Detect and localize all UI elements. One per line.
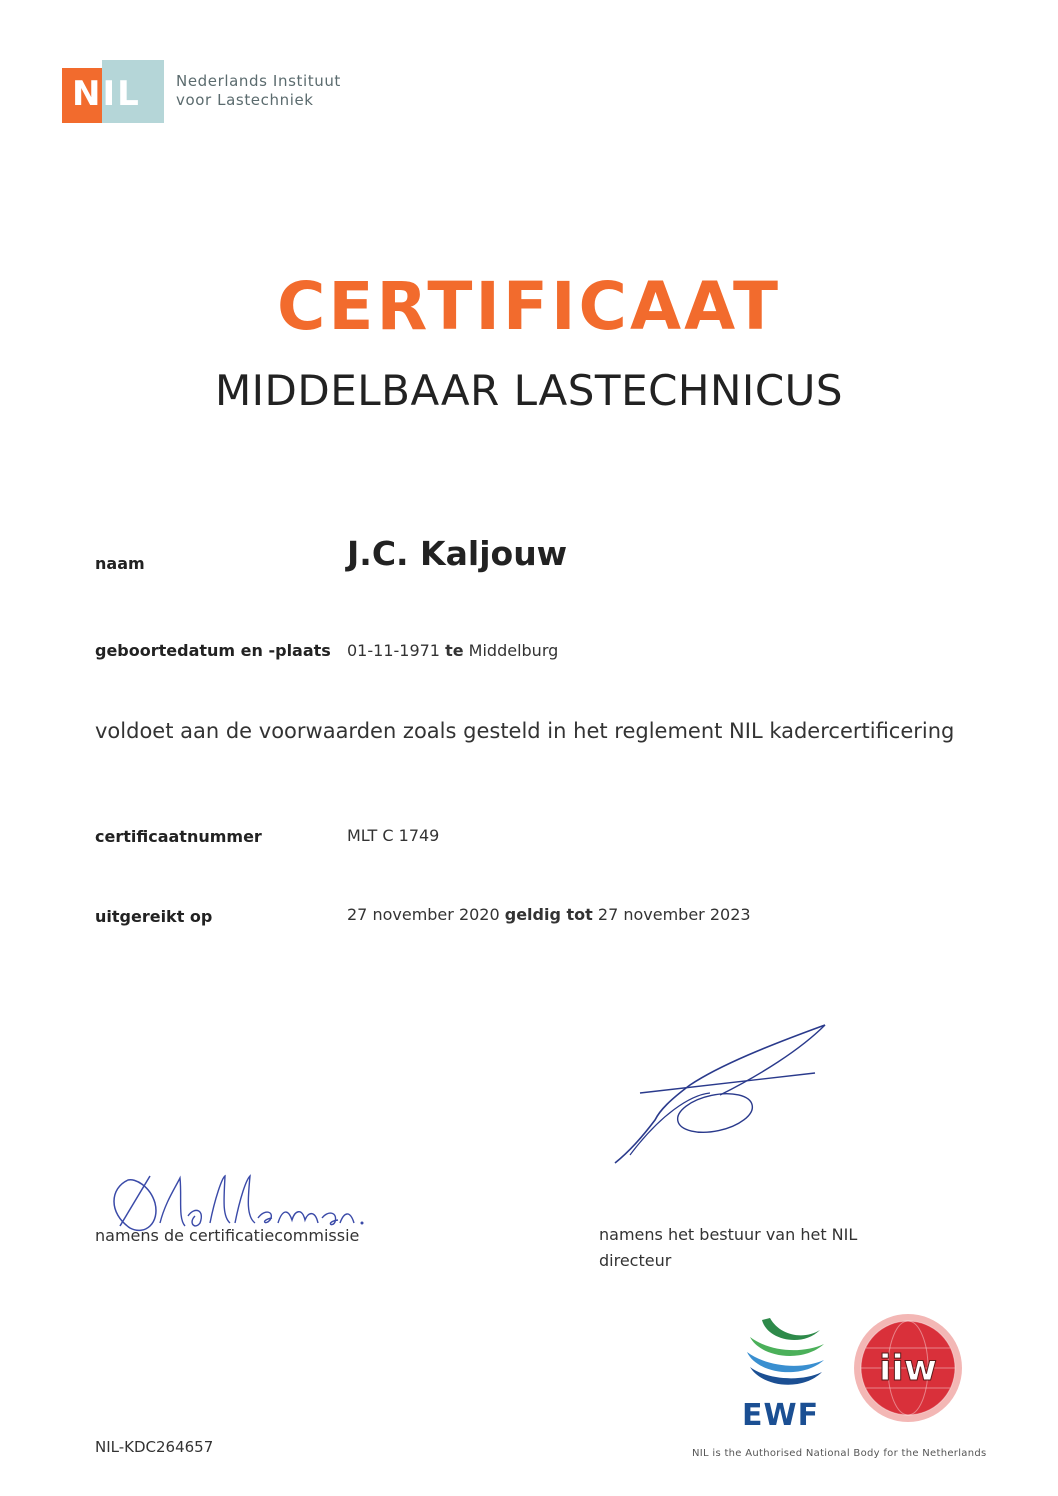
nil-logo bbox=[62, 60, 164, 123]
cert-number-label: certificaatnummer bbox=[95, 827, 262, 846]
valid-date: 27 november 2023 bbox=[597, 905, 751, 924]
name-value: J.C. Kaljouw bbox=[347, 534, 568, 573]
certificate-title: CERTIFICAAT bbox=[276, 268, 782, 345]
issued-value bbox=[347, 905, 751, 924]
commission-label: namens de certificatiecommissie bbox=[95, 1226, 360, 1245]
nil-logo-line2: voor Lastechniek bbox=[176, 91, 314, 109]
authorised-body-note: NIL is the Authorised National Body for the Netherlands bbox=[692, 1448, 987, 1459]
director-signature bbox=[600, 1015, 840, 1170]
birth-value bbox=[347, 641, 558, 660]
iiw-logo bbox=[852, 1312, 964, 1424]
name-label: naam bbox=[95, 554, 145, 573]
ewf-logo-globe bbox=[742, 1312, 828, 1398]
issued-date: 27 november 2020 bbox=[347, 905, 500, 924]
issued-label: uitgereikt op bbox=[95, 907, 213, 926]
nil-logo-text bbox=[176, 72, 341, 110]
conformity-statement: voldoet aan de voorwaarden zoals gesteld in het reglement NIL kadercertificering bbox=[95, 719, 955, 743]
document-id: NIL-KDC264657 bbox=[95, 1438, 214, 1456]
birth-date: 01-11-1971 bbox=[347, 641, 440, 660]
iiw-logo-text: iiw bbox=[879, 1348, 937, 1389]
board-label-line1: namens het bestuur van het NIL bbox=[599, 1225, 858, 1244]
ewf-logo-text: EWF bbox=[742, 1398, 820, 1433]
cert-number-value: MLT C 1749 bbox=[347, 826, 440, 845]
nil-logo-line1: Nederlands Instituut bbox=[176, 72, 341, 90]
birth-connector: te bbox=[445, 641, 464, 660]
board-label-line2: directeur bbox=[599, 1251, 672, 1270]
nil-logo-letters: NIL bbox=[72, 74, 141, 114]
birth-label: geboortedatum en -plaats bbox=[95, 641, 331, 660]
board-label bbox=[599, 1222, 857, 1274]
birth-place: Middelburg bbox=[468, 641, 559, 660]
valid-label: geldig tot bbox=[504, 905, 593, 924]
certificate-subtitle: MIDDELBAAR LASTECHNICUS bbox=[214, 366, 844, 415]
